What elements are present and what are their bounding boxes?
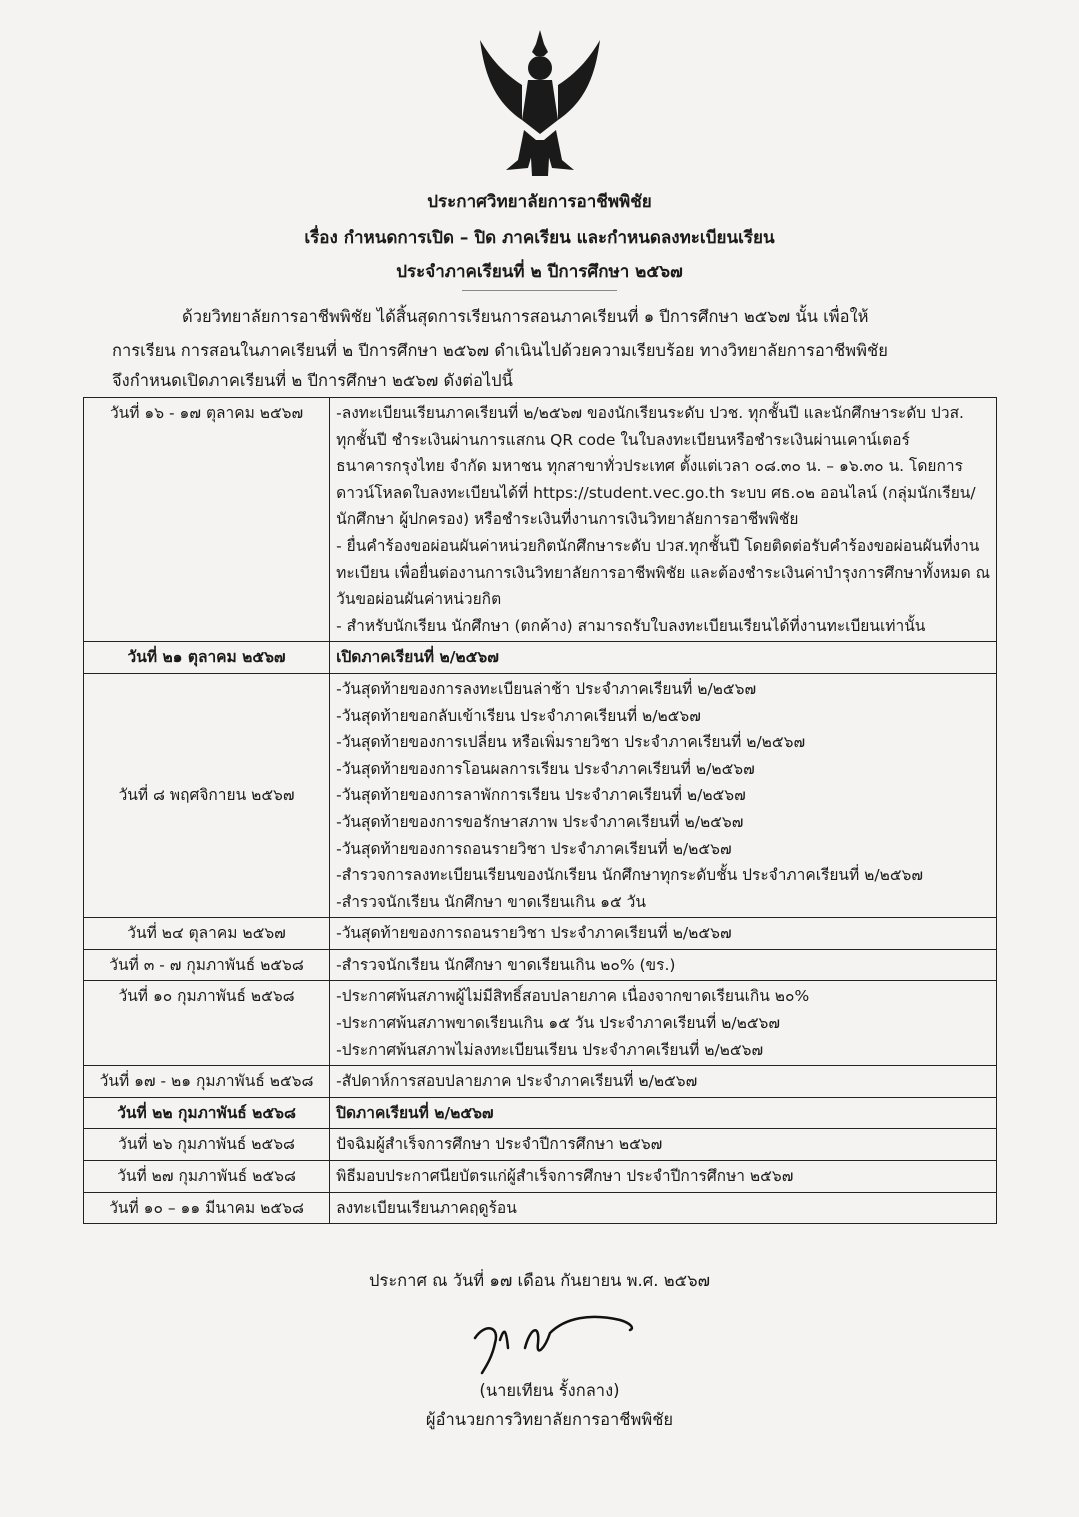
title-divider	[462, 290, 617, 291]
schedule-date: วันที่ ๒๗ กุมภาพันธ์ ๒๕๖๘	[84, 1161, 330, 1193]
announcement-date: ประกาศ ณ วันที่ ๑๗ เดือน กันยายน พ.ศ. ๒๕๖๗	[368, 1271, 711, 1290]
announcement-title: ประกาศวิทยาลัยการอาชีพพิชัย	[427, 192, 652, 212]
schedule-details	[330, 1161, 997, 1193]
schedule-date: วันที่ ๒๑ ตุลาคม ๒๕๖๗	[84, 642, 330, 674]
schedule-item: - ยื่นคำร้องขอผ่อนผันค่าหน่วยกิตนักศึกษาระดับ ปวส.ทุกชั้นปี โดยติดต่อรับคำร้องขอผ่อนผันที่งาน	[336, 536, 980, 555]
intro-line-2: การเรียน การสอนในภาคเรียนที่ ๒ ปีการศึกษา ๒๕๖๗ ดำเนินไปด้วยความเรียบร้อย ทางวิทยาลัยการอาชีพพิชัย	[112, 341, 888, 360]
schedule-details	[330, 1066, 997, 1098]
schedule-item: -วันสุดท้ายของการเปลี่ยน หรือเพิ่มรายวิชา ประจำภาคเรียนที่ ๒/๒๕๖๗	[336, 733, 806, 752]
signer-name: (นายเทียน รั้งกลาง)	[479, 1381, 620, 1400]
schedule-row	[84, 1192, 997, 1224]
schedule-date: วันที่ ๑๗ - ๒๑ กุมภาพันธ์ ๒๕๖๘	[84, 1066, 330, 1098]
schedule-item: ทุกชั้นปี ชำระเงินผ่านการแสกน QR code ในใบลงทะเบียนหรือชำระเงินผ่านเคาน์เตอร์	[336, 430, 910, 449]
schedule-details	[330, 642, 997, 674]
schedule-item: วันขอผ่อนผันค่าหน่วยกิต	[336, 590, 502, 609]
schedule-item: -วันสุดท้ายของการโอนผลการเรียน ประจำภาคเรียนที่ ๒/๒๕๖๗	[336, 759, 755, 778]
schedule-row	[84, 673, 997, 917]
announcement-term: ประจำภาคเรียนที่ ๒ ปีการศึกษา ๒๕๖๗	[396, 262, 683, 282]
schedule-row	[84, 398, 997, 642]
schedule-item: -สำรวจนักเรียน นักศึกษา ขาดเรียนเกิน ๑๕ วัน	[336, 892, 646, 911]
schedule-details	[330, 949, 997, 981]
schedule-details	[330, 1192, 997, 1224]
schedule-item: -วันสุดท้ายขอกลับเข้าเรียน ประจำภาคเรียนที่ ๒/๒๕๖๗	[336, 706, 701, 725]
schedule-item: -สัปดาห์การสอบปลายภาค ประจำภาคเรียนที่ ๒/๒๕๖๗	[336, 1072, 698, 1091]
schedule-date: วันที่ ๒๖ กุมภาพันธ์ ๒๕๖๘	[84, 1129, 330, 1161]
signature	[470, 1308, 640, 1378]
schedule-date: วันที่ ๑๖ - ๑๗ ตุลาคม ๒๕๖๗	[84, 398, 330, 642]
schedule-table	[83, 397, 997, 1224]
schedule-date: วันที่ ๓ - ๗ กุมภาพันธ์ ๒๕๖๘	[84, 949, 330, 981]
schedule-item: ทะเบียน เพื่อยื่นต่องานการเงินวิทยาลัยการอาชีพพิชัย และต้องชำระเงินค่าบำรุงการศึกษาทั้งหมด ณ	[336, 563, 990, 582]
schedule-item: ดาวน์โหลดใบลงทะเบียนได้ที่ https://student.vec.go.th ระบบ ศธ.๐๒ ออนไลน์ (กลุ่มนักเรียน/	[336, 483, 976, 502]
garuda-emblem	[478, 30, 602, 180]
schedule-item: -วันสุดท้ายของการขอรักษาสภาพ ประจำภาคเรียนที่ ๒/๒๕๖๗	[336, 812, 744, 831]
schedule-item: -วันสุดท้ายของการถอนรายวิชา ประจำภาคเรียนที่ ๒/๒๕๖๗	[336, 839, 732, 858]
schedule-item: -วันสุดท้ายของการลาพักการเรียน ประจำภาคเรียนที่ ๒/๒๕๖๗	[336, 786, 746, 805]
schedule-item: ลงทะเบียนเรียนภาคฤดูร้อน	[336, 1198, 517, 1217]
schedule-row	[84, 642, 997, 674]
schedule-item: ปัจฉิมผู้สำเร็จการศึกษา ประจำปีการศึกษา ๒๕๖๗	[336, 1135, 663, 1154]
schedule-item: พิธีมอบประกาศนียบัตรแก่ผู้สำเร็จการศึกษา ประจำปีการศึกษา ๒๕๖๗	[336, 1167, 794, 1186]
schedule-item: นักศึกษา ผู้ปกครอง) หรือชำระเงินที่งานการเงินวิทยาลัยการอาชีพพิชัย	[336, 510, 799, 529]
schedule-item: ปิดภาคเรียนที่ ๒/๒๕๖๗	[336, 1103, 494, 1122]
schedule-item: - สำหรับนักเรียน นักศึกษา (ตกค้าง) สามารถรับใบลงทะเบียนเรียนได้ที่งานทะเบียนเท่านั้น	[336, 616, 926, 635]
schedule-item: -วันสุดท้ายของการลงทะเบียนล่าช้า ประจำภาคเรียนที่ ๒/๒๕๖๗	[336, 679, 757, 698]
schedule-date: วันที่ ๘ พฤศจิกายน ๒๕๖๗	[84, 673, 330, 917]
schedule-row	[84, 1129, 997, 1161]
schedule-date: วันที่ ๑๐ กุมภาพันธ์ ๒๕๖๘	[84, 981, 330, 1066]
schedule-details	[330, 398, 997, 642]
schedule-item: เปิดภาคเรียนที่ ๒/๒๕๖๗	[336, 648, 499, 667]
schedule-item: -วันสุดท้ายของการถอนรายวิชา ประจำภาคเรียนที่ ๒/๒๕๖๗	[336, 924, 732, 943]
schedule-item: -ประกาศพ้นสภาพผู้ไม่มีสิทธิ์สอบปลายภาค เนื่องจากขาดเรียนเกิน ๒๐%	[336, 987, 810, 1006]
schedule-row	[84, 981, 997, 1066]
schedule-details	[330, 673, 997, 917]
schedule-details	[330, 981, 997, 1066]
schedule-details	[330, 1097, 997, 1129]
intro-line-1: ด้วยวิทยาลัยการอาชีพพิชัย ได้สิ้นสุดการเรียนการสอนภาคเรียนที่ ๑ ปีการศึกษา ๒๕๖๗ นั้น เพื่อให้	[182, 307, 869, 326]
schedule-item: -ประกาศพ้นสภาพไม่ลงทะเบียนเรียน ประจำภาคเรียนที่ ๒/๒๕๖๗	[336, 1040, 764, 1059]
schedule-details	[330, 1129, 997, 1161]
schedule-details	[330, 918, 997, 950]
schedule-row	[84, 918, 997, 950]
schedule-item: -ประกาศพ้นสภาพขาดเรียนเกิน ๑๕ วัน ประจำภาคเรียนที่ ๒/๒๕๖๗	[336, 1014, 781, 1033]
schedule-item: ธนาคารกรุงไทย จำกัด มหาชน ทุกสาขาทั่วประเทศ ตั้งแต่เวลา ๐๘.๓๐ น. – ๑๖.๓๐ น. โดยการ	[336, 457, 963, 476]
schedule-item: -สำรวจนักเรียน นักศึกษา ขาดเรียนเกิน ๒๐% (ขร.)	[336, 955, 676, 974]
schedule-date: วันที่ ๒๔ ตุลาคม ๒๕๖๗	[84, 918, 330, 950]
schedule-item: -ลงทะเบียนเรียนภาคเรียนที่ ๒/๒๕๖๗ ของนักเรียนระดับ ปวช. ทุกชั้นปี และนักศึกษาระดับ ปวส.	[336, 404, 964, 422]
schedule-row	[84, 1161, 997, 1193]
signer-position: ผู้อำนวยการวิทยาลัยการอาชีพพิชัย	[425, 1410, 674, 1429]
schedule-date: วันที่ ๒๒ กุมภาพันธ์ ๒๕๖๘	[84, 1097, 330, 1129]
schedule-row	[84, 1097, 997, 1129]
schedule-date: วันที่ ๑๐ – ๑๑ มีนาคม ๒๕๖๘	[84, 1192, 330, 1224]
schedule-item: -สำรวจการลงทะเบียนเรียนของนักเรียน นักศึกษาทุกระดับชั้น ประจำภาคเรียนที่ ๒/๒๕๖๗	[336, 866, 924, 885]
intro-line-3: จึงกำหนดเปิดภาคเรียนที่ ๒ ปีการศึกษา ๒๕๖๗ ดังต่อไปนี้	[112, 371, 513, 390]
announcement-subject: เรื่อง กำหนดการเปิด – ปิด ภาคเรียน และกำหนดลงทะเบียนเรียน	[304, 228, 775, 248]
schedule-row	[84, 1066, 997, 1098]
schedule-row	[84, 949, 997, 981]
